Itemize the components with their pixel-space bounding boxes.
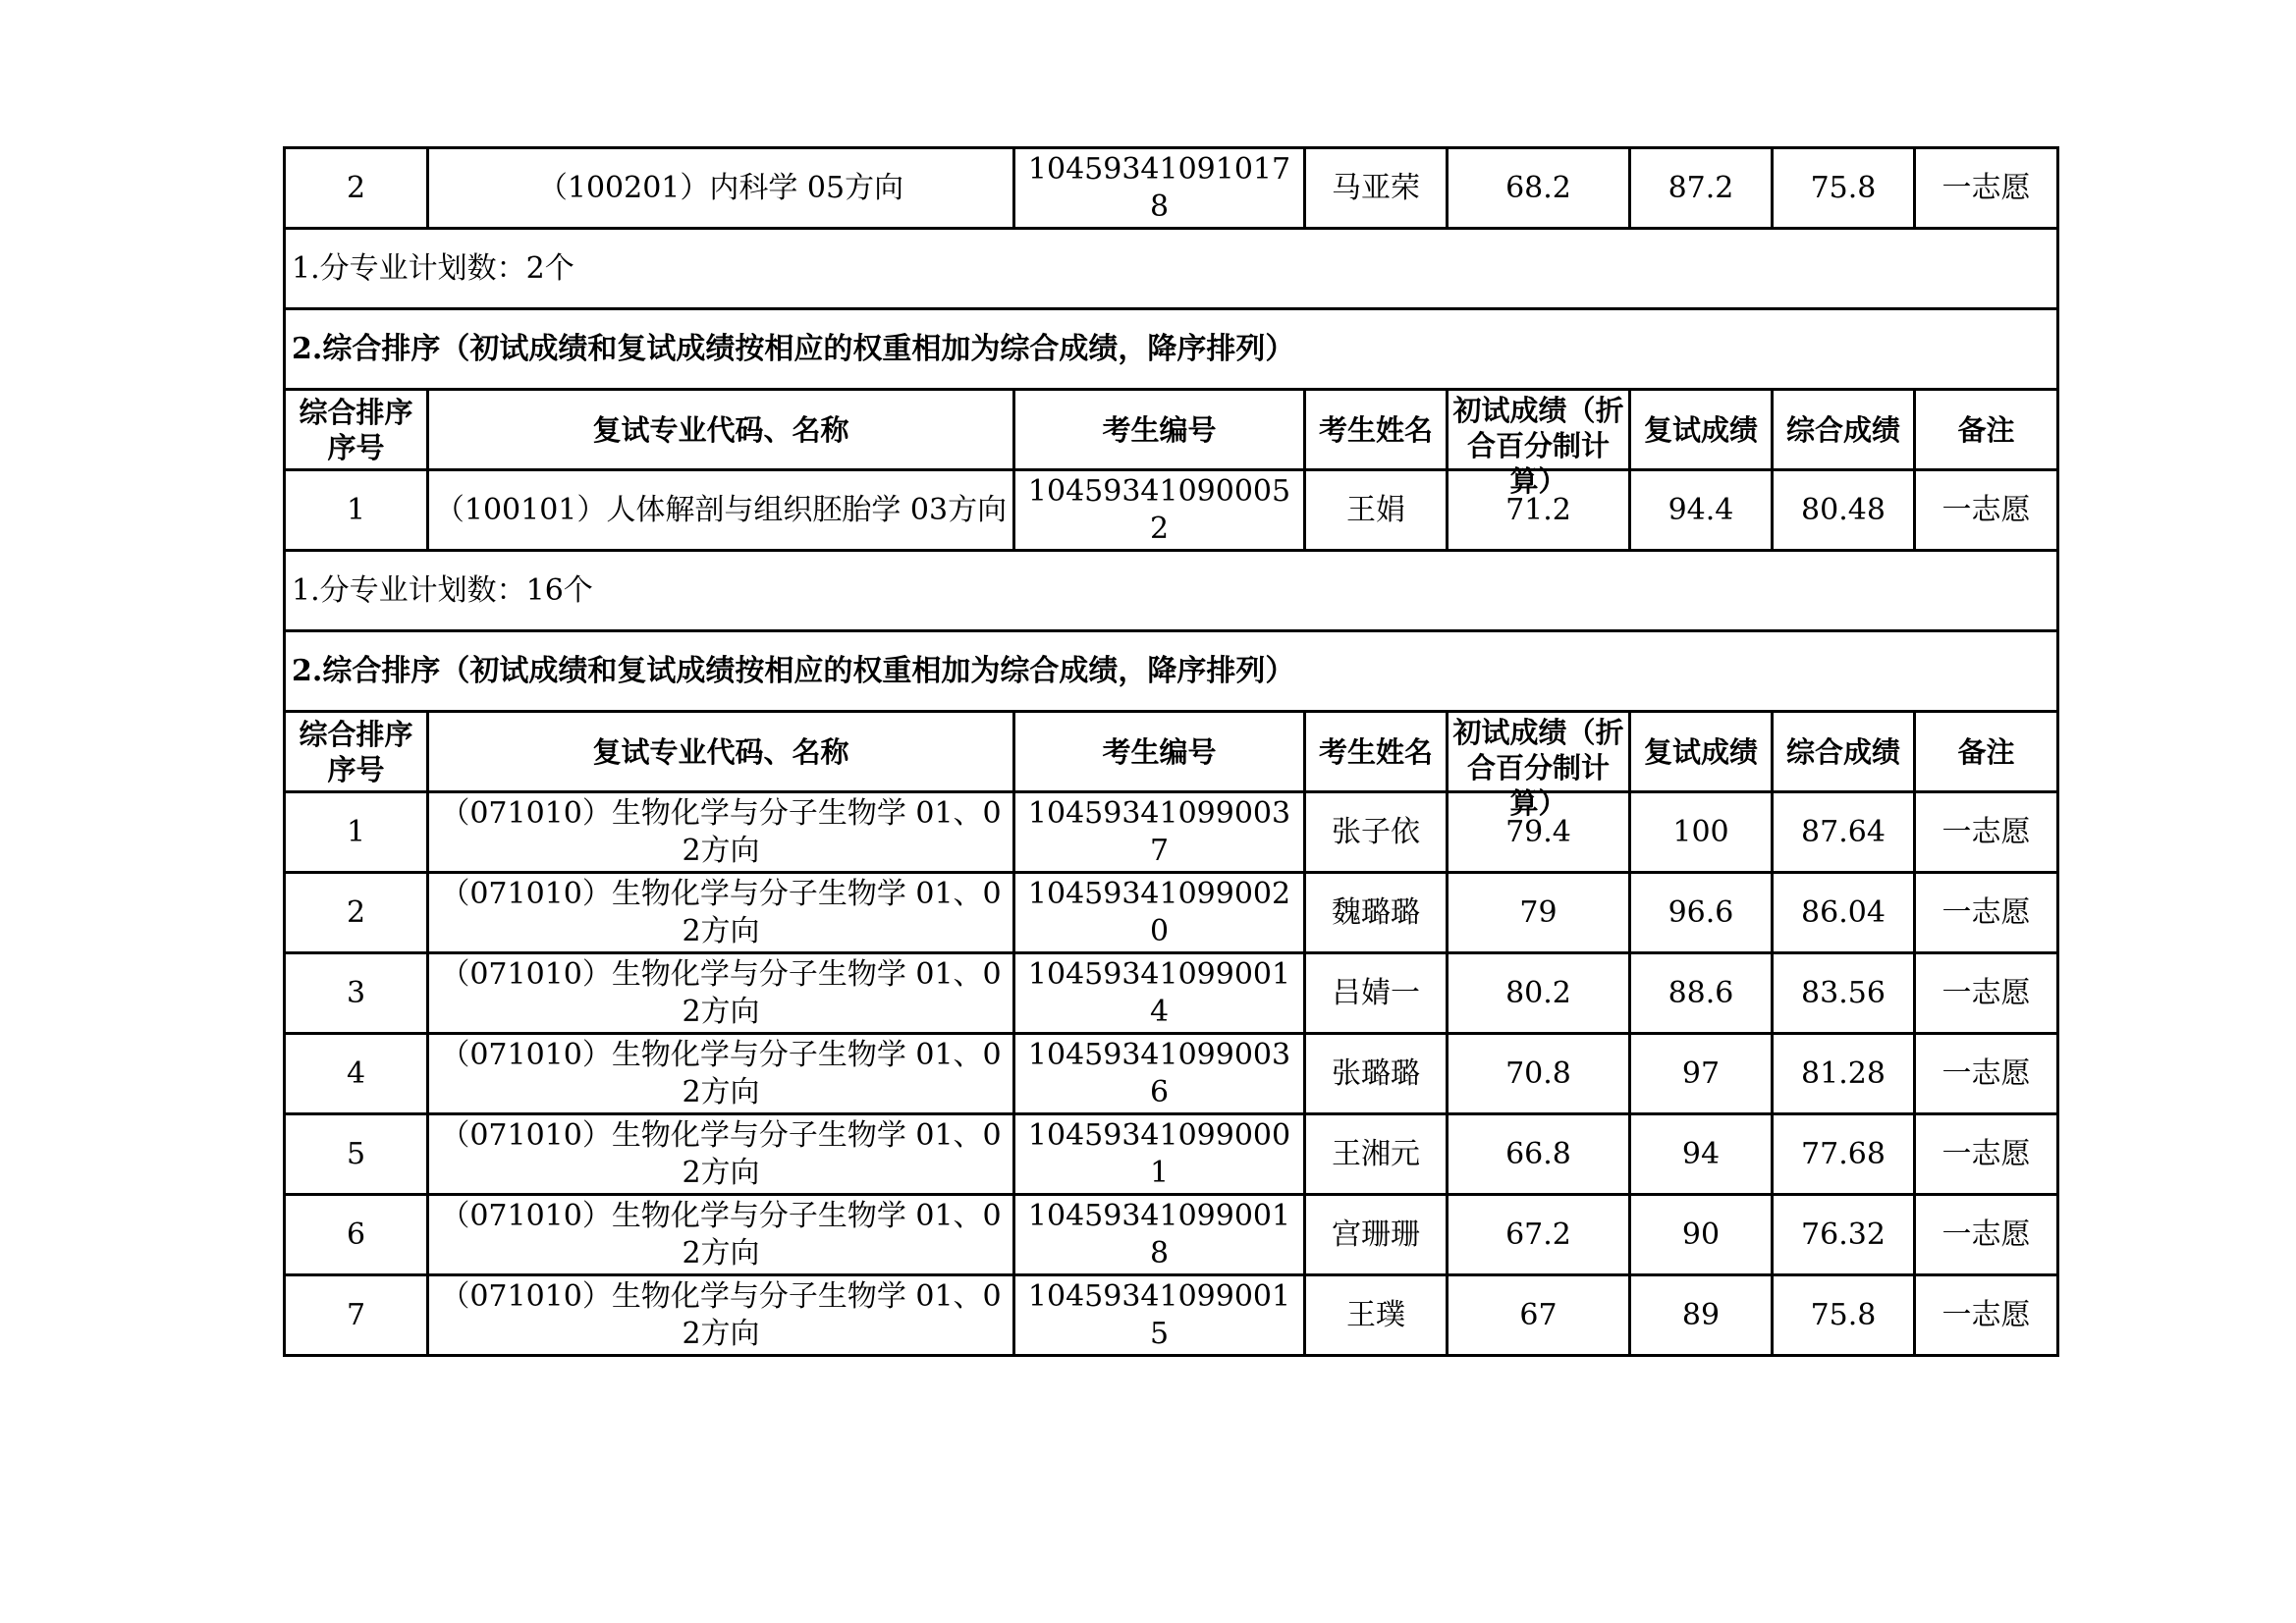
remark-cell: 一志愿 — [1915, 1195, 2058, 1275]
name-cell: 张璐璐 — [1305, 1034, 1448, 1114]
retest-score-cell: 94.4 — [1630, 470, 1773, 551]
score-table — [283, 146, 2059, 1357]
retest-score-cell: 87.2 — [1630, 148, 1773, 229]
rank-cell: 1 — [285, 792, 428, 873]
initial-score-cell: 67.2 — [1448, 1195, 1630, 1275]
rank-cell: 1 — [285, 470, 428, 551]
exam-id-cell: 104593410910178 — [1014, 148, 1305, 229]
table-row — [285, 1195, 2058, 1275]
header-name: 考生姓名 — [1305, 712, 1448, 792]
table-row — [285, 792, 2058, 873]
rank-cell: 7 — [285, 1275, 428, 1356]
name-cell: 王湘元 — [1305, 1114, 1448, 1195]
retest-score-cell: 97 — [1630, 1034, 1773, 1114]
initial-score-cell: 70.8 — [1448, 1034, 1630, 1114]
major-cell: （071010）生物化学与分子生物学 01、02方向 — [428, 1034, 1014, 1114]
retest-score-cell: 96.6 — [1630, 873, 1773, 953]
remark-cell: 一志愿 — [1915, 1275, 2058, 1356]
initial-score-cell: 79 — [1448, 873, 1630, 953]
name-cell: 王娟 — [1305, 470, 1448, 551]
exam-id-cell: 104593410990015 — [1014, 1275, 1305, 1356]
name-cell: 宫珊珊 — [1305, 1195, 1448, 1275]
header-rank: 综合排序序号 — [285, 712, 428, 792]
header-exam-id: 考生编号 — [1014, 712, 1305, 792]
major-cell: （100201）内科学 05方向 — [428, 148, 1014, 229]
header-remark: 备注 — [1915, 390, 2058, 470]
rank-cell: 2 — [285, 148, 428, 229]
name-cell: 王璞 — [1305, 1275, 1448, 1356]
initial-score-cell: 80.2 — [1448, 953, 1630, 1034]
header-major: 复试专业代码、名称 — [428, 390, 1014, 470]
ranking-note-text: 2.综合排序（初试成绩和复试成绩按相应的权重相加为综合成绩，降序排列） — [285, 631, 2058, 712]
exam-id-cell: 104593410990036 — [1014, 1034, 1305, 1114]
initial-score-cell: 79.4 — [1448, 792, 1630, 873]
table-row — [285, 1034, 2058, 1114]
rank-cell: 4 — [285, 1034, 428, 1114]
remark-cell: 一志愿 — [1915, 953, 2058, 1034]
rank-cell: 3 — [285, 953, 428, 1034]
name-cell: 马亚荣 — [1305, 148, 1448, 229]
header-exam-id: 考生编号 — [1014, 390, 1305, 470]
retest-score-cell: 94 — [1630, 1114, 1773, 1195]
header-retest-score: 复试成绩 — [1630, 390, 1773, 470]
plan-count-row — [285, 229, 2058, 309]
major-cell: （100101）人体解剖与组织胚胎学 03方向 — [428, 470, 1014, 551]
major-cell: （071010）生物化学与分子生物学 01、02方向 — [428, 953, 1014, 1034]
remark-cell: 一志愿 — [1915, 873, 2058, 953]
exam-id-cell: 104593410900052 — [1014, 470, 1305, 551]
table-row — [285, 1275, 2058, 1356]
major-cell: （071010）生物化学与分子生物学 01、02方向 — [428, 1275, 1014, 1356]
exam-id-cell: 104593410990001 — [1014, 1114, 1305, 1195]
plan-count-text: 1.分专业计划数：16个 — [285, 551, 2058, 631]
total-score-cell: 87.64 — [1773, 792, 1915, 873]
exam-id-cell: 104593410990014 — [1014, 953, 1305, 1034]
header-row — [285, 390, 2058, 470]
initial-score-cell: 67 — [1448, 1275, 1630, 1356]
name-cell: 魏璐璐 — [1305, 873, 1448, 953]
remark-cell: 一志愿 — [1915, 792, 2058, 873]
plan-count-text: 1.分专业计划数：2个 — [285, 229, 2058, 309]
name-cell: 吕婧一 — [1305, 953, 1448, 1034]
header-remark: 备注 — [1915, 712, 2058, 792]
header-total-score: 综合成绩 — [1773, 712, 1915, 792]
header-retest-score: 复试成绩 — [1630, 712, 1773, 792]
exam-id-cell: 104593410990018 — [1014, 1195, 1305, 1275]
major-cell: （071010）生物化学与分子生物学 01、02方向 — [428, 873, 1014, 953]
retest-score-cell: 89 — [1630, 1275, 1773, 1356]
table-row — [285, 470, 2058, 551]
table-row — [285, 873, 2058, 953]
rank-cell: 2 — [285, 873, 428, 953]
header-initial-score: 初试成绩（折合百分制计算） — [1448, 390, 1630, 470]
table-row — [285, 1114, 2058, 1195]
rank-cell: 5 — [285, 1114, 428, 1195]
initial-score-cell: 71.2 — [1448, 470, 1630, 551]
exam-id-cell: 104593410990037 — [1014, 792, 1305, 873]
major-cell: （071010）生物化学与分子生物学 01、02方向 — [428, 1195, 1014, 1275]
total-score-cell: 76.32 — [1773, 1195, 1915, 1275]
plan-count-row — [285, 551, 2058, 631]
rank-cell: 6 — [285, 1195, 428, 1275]
remark-cell: 一志愿 — [1915, 470, 2058, 551]
header-row — [285, 712, 2058, 792]
ranking-note-text: 2.综合排序（初试成绩和复试成绩按相应的权重相加为综合成绩，降序排列） — [285, 309, 2058, 390]
retest-score-cell: 90 — [1630, 1195, 1773, 1275]
retest-score-cell: 100 — [1630, 792, 1773, 873]
ranking-note-row — [285, 309, 2058, 390]
header-rank: 综合排序序号 — [285, 390, 428, 470]
initial-score-cell: 66.8 — [1448, 1114, 1630, 1195]
total-score-cell: 83.56 — [1773, 953, 1915, 1034]
remark-cell: 一志愿 — [1915, 1114, 2058, 1195]
remark-cell: 一志愿 — [1915, 148, 2058, 229]
major-cell: （071010）生物化学与分子生物学 01、02方向 — [428, 792, 1014, 873]
table-row — [285, 953, 2058, 1034]
ranking-note-row — [285, 631, 2058, 712]
score-table-body — [285, 148, 2058, 1356]
remark-cell: 一志愿 — [1915, 1034, 2058, 1114]
total-score-cell: 81.28 — [1773, 1034, 1915, 1114]
name-cell: 张子依 — [1305, 792, 1448, 873]
major-cell: （071010）生物化学与分子生物学 01、02方向 — [428, 1114, 1014, 1195]
total-score-cell: 86.04 — [1773, 873, 1915, 953]
initial-score-cell: 68.2 — [1448, 148, 1630, 229]
total-score-cell: 80.48 — [1773, 470, 1915, 551]
header-initial-score: 初试成绩（折合百分制计算） — [1448, 712, 1630, 792]
header-name: 考生姓名 — [1305, 390, 1448, 470]
total-score-cell: 75.8 — [1773, 148, 1915, 229]
header-total-score: 综合成绩 — [1773, 390, 1915, 470]
table-row — [285, 148, 2058, 229]
exam-id-cell: 104593410990020 — [1014, 873, 1305, 953]
total-score-cell: 75.8 — [1773, 1275, 1915, 1356]
retest-score-cell: 88.6 — [1630, 953, 1773, 1034]
header-major: 复试专业代码、名称 — [428, 712, 1014, 792]
total-score-cell: 77.68 — [1773, 1114, 1915, 1195]
